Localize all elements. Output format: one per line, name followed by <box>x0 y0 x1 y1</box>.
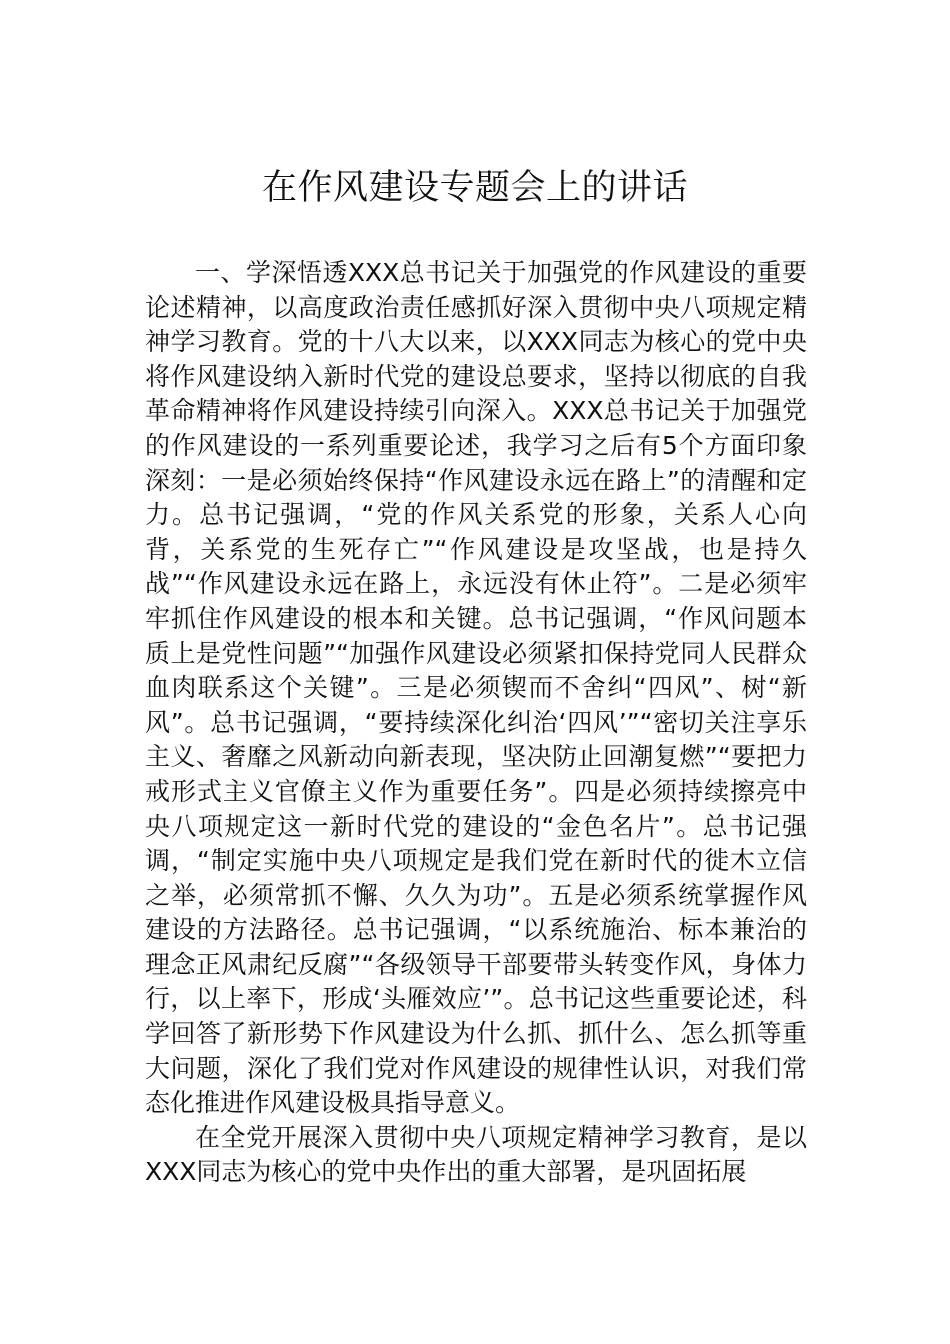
document-title: 在作风建设专题会上的讲话 <box>261 168 688 208</box>
document-body <box>145 256 807 1190</box>
paragraph-1: 一、学深悟透XXX总书记关于加强党的作风建设的重要论述精神，以高度政治责任感抓好深入贯彻中央八项规定精神学习教育。党的十八大以来，以XXX同志为核心的党中央将作风建设纳入新时代党的建设总要求，坚持以彻底的自我革命精神将作风建设持续引向深入。XXX总书记关于加强党的作风建设的一系列重要论述，我学习之后有5个方面印象深刻：一是必须始终保持“作风建设永远在路上”的清醒和定力。总书记强调，“党的作风关系党的形象，关系人心向背，关系党的生死存亡”“作风建设是攻坚战，也是持久战”“作风建设永远在路上，永远没有休止符”。二是必须牢牢抓住作风建设的根本和关键。总书记强调，“作风问题本质上是党性问题”“加强作风建设必须紧扣保持党同人民群众血肉联系这个关键”。三是必须锲而不舍纠“四风”、树“新风”。总书记强调，“要持续深化纠治‘四风’”“密切关注享乐主义、奢靡之风新动向新表现，坚决防止回潮复燃”“要把力戒形式主义官僚主义作为重要任务”。四是必须持续擦亮中央八项规定这一新时代党的建设的“金色名片”。总书记强调，“制定实施中央八项规定是我们党在新时代的徙木立信之举，必须常抓不懈、久久为功”。五是必须系统掌握作风建设的方法路径。总书记强调，“以系统施治、标本兼治的理念正风肃纪反腐”“各级领导干部要带头转变作风，身体力行，以上率下，形成‘头雁效应’”。总书记这些重要论述，科学回答了新形势下作风建设为什么抓、抓什么、怎么抓等重大问题，深化了我们党对作风建设的规律性认识，对我们常态化推进作风建设极具指导意义。 <box>145 258 807 1118</box>
paragraph-2: 在全党开展深入贯彻中央八项规定精神学习教育，是以XXX同志为核心的党中央作出的重大部署，是巩固拓展 <box>145 1122 807 1187</box>
